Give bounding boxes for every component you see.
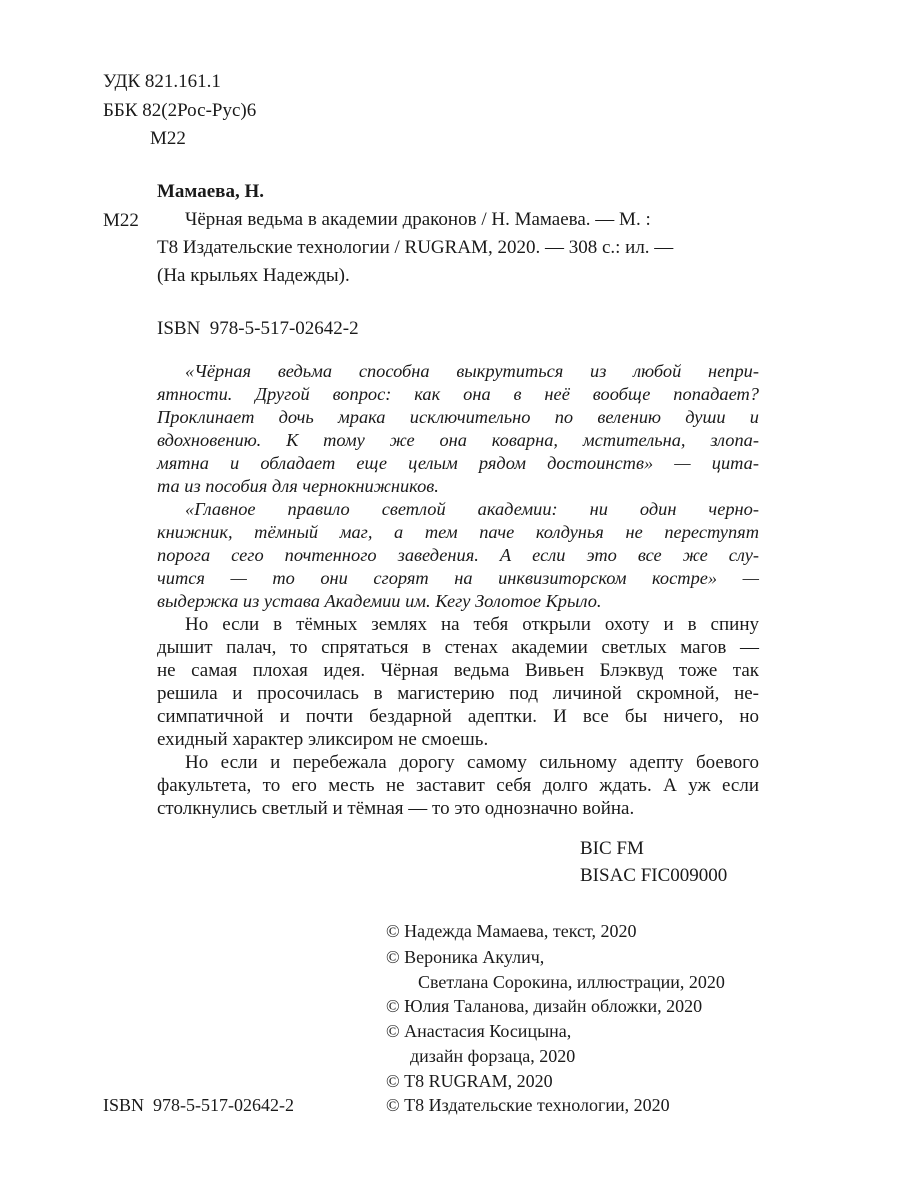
annotation-line: симпатичной и почти бездарной адептки. И все бы ничего, но [157,706,759,727]
annotation-line: ехидный характер эликсиром не смоешь. [157,729,489,750]
annotation-line: «Чёрная ведьма способна выкрутиться из любой непри- [185,361,759,381]
copyright-line: © Т8 Издательские технологии, 2020 [386,1095,670,1115]
bic-code: BIC FM [580,838,644,859]
title-line-3: (На крыльях Надежды). [157,265,350,286]
annotation-line: мятна и обладает еще целым рядом достоинств» — цита- [157,453,759,473]
copyright-line: Светлана Сорокина, иллюстрации, 2020 [418,972,725,992]
annotation-line: решила и просочилась в магистерию под личиной скромной, не- [157,683,759,704]
annotation-line: столкнулись светлый и тёмная — то это однозначно война. [157,798,635,819]
copyright-line: дизайн форзаца, 2020 [410,1046,576,1066]
annotation-line: Проклинает дочь мрака исключительно по велению души и [157,407,759,427]
annotation-line: Но если в тёмных землях на тебя открыли охоту и в спину [185,614,759,635]
annotation-line: не самая плохая идея. Чёрная ведьма Вивьен Блэквуд тоже так [157,660,759,681]
annotation-paragraph-2 [157,751,759,820]
copyright-line: © Т8 RUGRAM, 2020 [386,1071,553,1091]
copyright-line: © Юлия Таланова, дизайн обложки, 2020 [386,996,703,1016]
annotation-line: чится — то они сгорят на инквизиторском костре» — [157,568,759,588]
copyright-line: © Надежда Мамаева, текст, 2020 [386,921,637,941]
annotation-line: ятности. Другой вопрос: как она в неё вообще попадает? [157,384,759,404]
bisac-code: BISAC FIC009000 [580,865,728,886]
annotation-quote-2 [157,498,759,613]
udk-code: УДК 821.161.1 [103,71,221,92]
annotation-line: дышит палач, то спрятаться в стенах академии светлых магов — [157,637,759,658]
side-author-mark: М22 [103,210,139,231]
copyright-line: © Анастасия Косицына, [386,1021,572,1041]
annotation-line: Но если и перебежала дорогу самому сильному адепту боевого [185,752,759,773]
author-heading: Мамаева, Н. [157,181,264,202]
annotation-line: «Главное правило светлой академии: ни один черно- [185,499,759,519]
author-mark: М22 [150,128,186,149]
title-line-1: Чёрная ведьма в академии драконов / Н. Мамаева. — М. : [185,209,651,230]
annotation-line: порога сего почтенного заведения. А если это все же слу- [157,545,759,565]
annotation-line: вдохновению. К тому же она коварна, мстительна, злопа- [157,430,759,450]
annotation-paragraph-1 [157,613,759,751]
isbn-entry: ISBN 978-5-517-02642-2 [157,318,359,339]
bbk-code: ББК 82(2Рос-Рус)6 [103,100,257,121]
footer-isbn: ISBN 978-5-517-02642-2 [103,1095,294,1115]
annotation-line: выдержка из устава Академии им. Кегу Золотое Крыло. [157,591,602,611]
copyright-line: © Вероника Акулич, [386,947,545,967]
annotation-line: та из пособия для чернокнижников. [157,476,439,496]
annotation-quote-1 [157,360,759,498]
annotation-line: книжник, тёмный маг, а тем паче колдунья не переступят [157,522,759,542]
annotation-line: факультета, то его месть не заставит себя долго ждать. А уж если [157,775,759,796]
title-line-2: Т8 Издательские технологии / RUGRAM, 2020. — 308 с.: ил. — [157,237,674,258]
